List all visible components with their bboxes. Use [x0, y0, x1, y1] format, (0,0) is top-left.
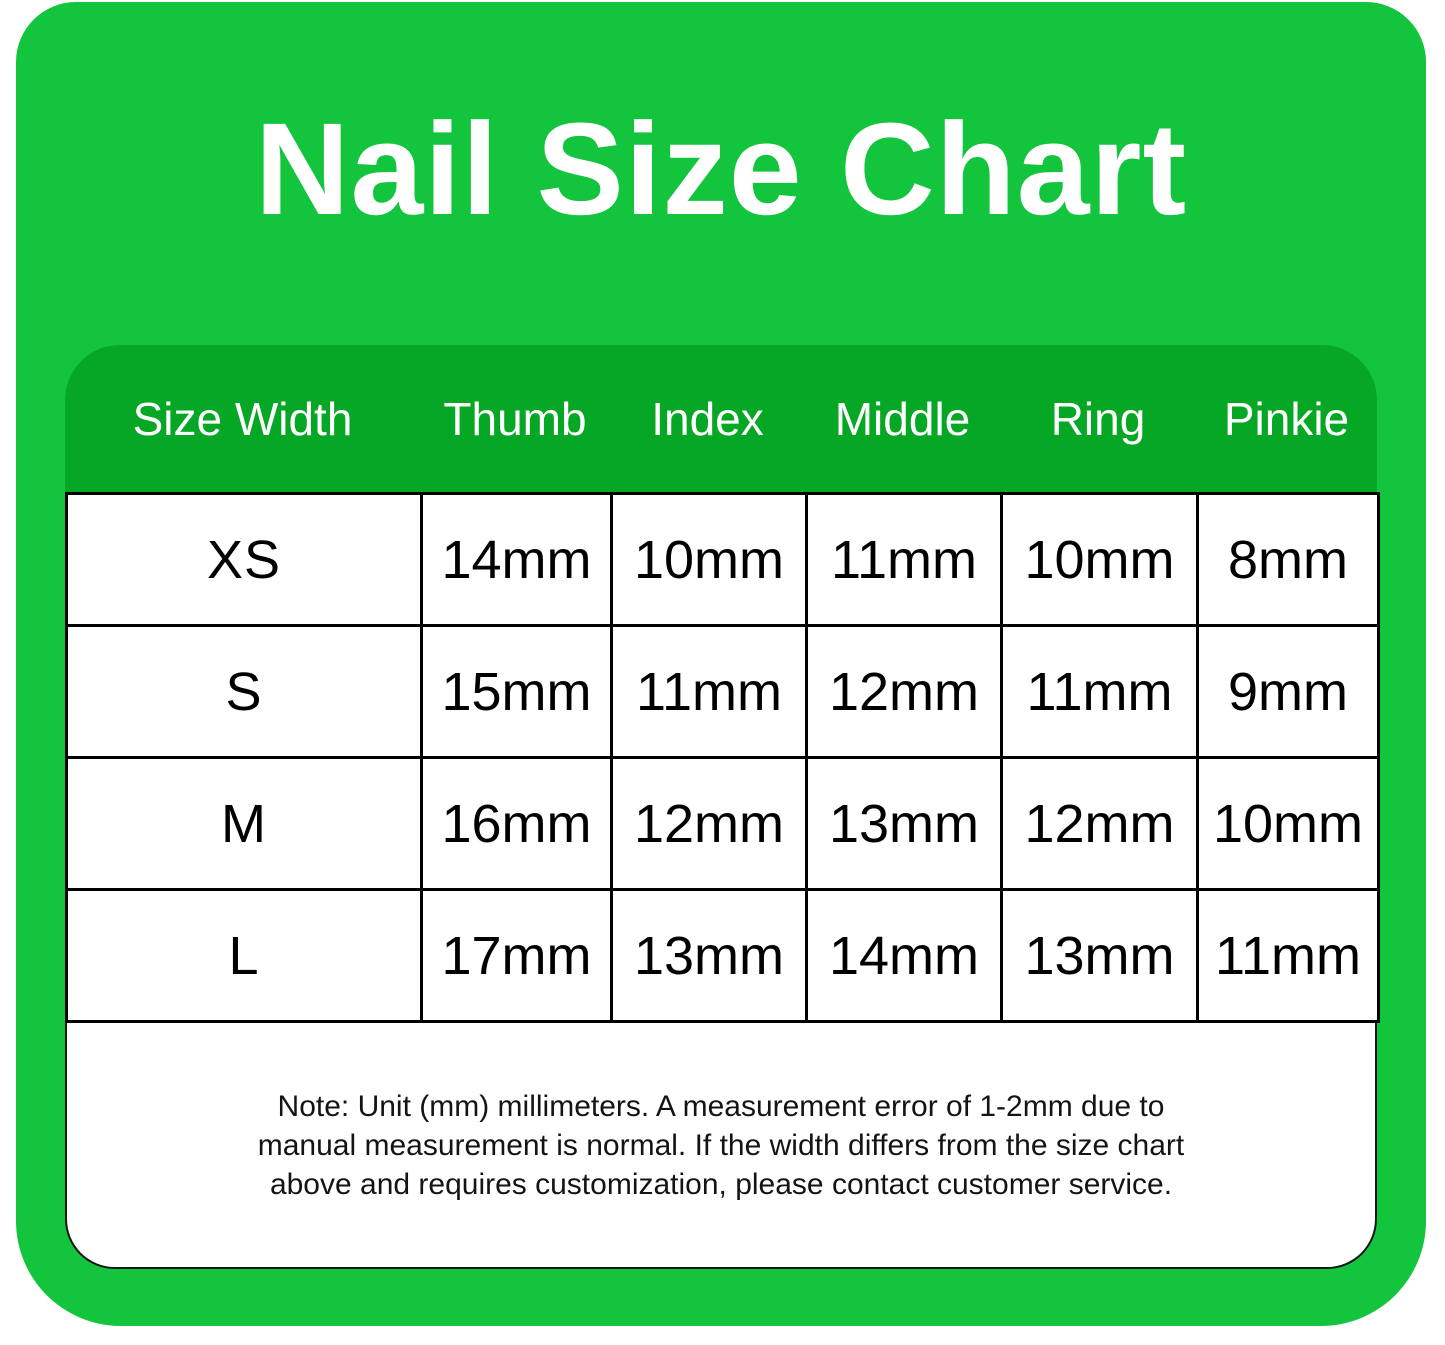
table-row-s: [67, 626, 1379, 758]
page-title: Nail Size Chart: [254, 95, 1188, 242]
cell-m-ring: 12mm: [1002, 758, 1198, 890]
cell-xs-thumb: 14mm: [422, 494, 612, 626]
cell-l-thumb: 17mm: [422, 890, 612, 1022]
row-label-s: S: [67, 626, 422, 758]
cell-xs-index: 10mm: [612, 494, 807, 626]
cell-l-middle: 14mm: [807, 890, 1002, 1022]
table-row-l: [67, 890, 1379, 1022]
row-label-m: M: [67, 758, 422, 890]
cell-s-ring: 11mm: [1002, 626, 1198, 758]
cell-m-middle: 13mm: [807, 758, 1002, 890]
cell-s-index: 11mm: [612, 626, 807, 758]
cell-l-index: 13mm: [612, 890, 807, 1022]
cell-m-pinkie: 10mm: [1198, 758, 1379, 890]
table-row-m: [67, 758, 1379, 890]
cell-s-thumb: 15mm: [422, 626, 612, 758]
cell-l-ring: 13mm: [1002, 890, 1198, 1022]
note-text-line-1: Note: Unit (mm) millimeters. A measurement error of 1-2mm due to: [277, 1089, 1165, 1123]
note-text-line-3: above and requires customization, please contact customer service.: [269, 1167, 1173, 1201]
row-label-l: L: [67, 890, 422, 1022]
cell-m-index: 12mm: [612, 758, 807, 890]
column-header-index: Index: [651, 392, 764, 445]
cell-s-middle: 12mm: [807, 626, 1002, 758]
column-header-ring: Ring: [1050, 392, 1146, 445]
column-header-middle: Middle: [834, 392, 971, 445]
size-table-panel: [65, 345, 1377, 1269]
row-label-xs: XS: [67, 494, 422, 626]
table-row-xs: [67, 494, 1379, 626]
table-header-row: [65, 345, 1377, 492]
size-table: [65, 492, 1380, 1023]
cell-xs-pinkie: 8mm: [1198, 494, 1379, 626]
size-chart-card: [16, 2, 1426, 1326]
note-area: [65, 1023, 1377, 1269]
note-text-line-2: manual measurement is normal. If the width differs from the size chart: [257, 1128, 1185, 1162]
cell-s-pinkie: 9mm: [1198, 626, 1379, 758]
cell-xs-ring: 10mm: [1002, 494, 1198, 626]
cell-m-thumb: 16mm: [422, 758, 612, 890]
cell-l-pinkie: 11mm: [1198, 890, 1379, 1022]
column-header-thumb: Thumb: [443, 392, 587, 445]
column-header-size-width: Size Width: [132, 392, 353, 445]
column-header-pinkie: Pinkie: [1223, 392, 1350, 445]
cell-xs-middle: 11mm: [807, 494, 1002, 626]
